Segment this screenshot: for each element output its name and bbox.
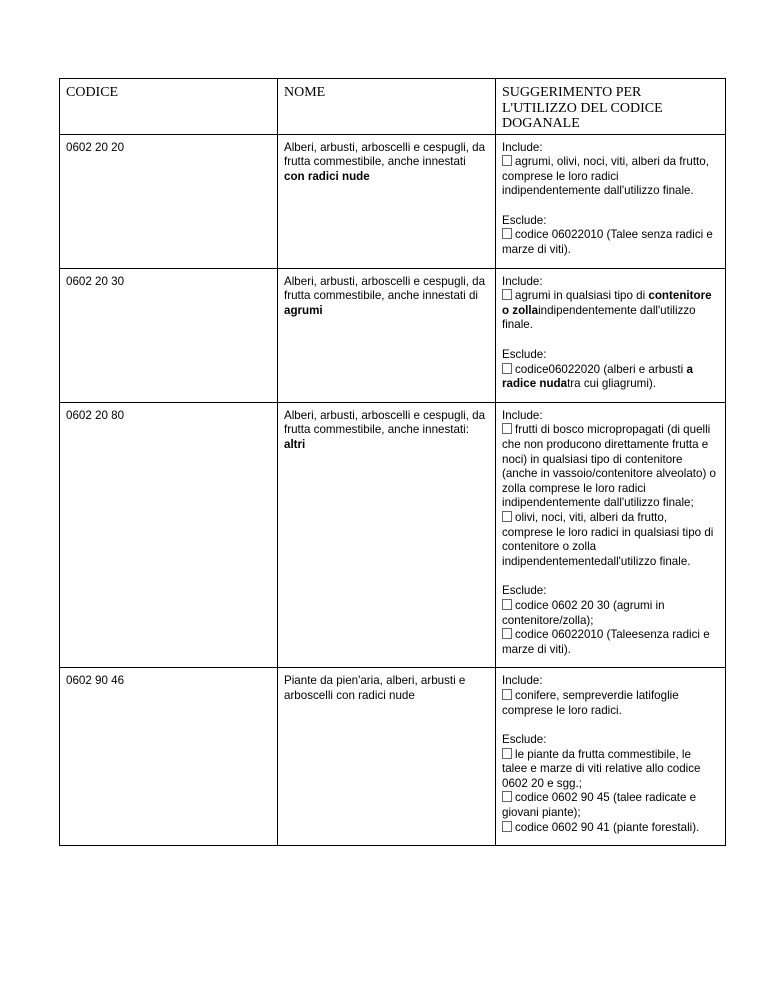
exclude-item-text: codice 0602 90 41 (piante forestali).	[515, 820, 700, 834]
bullet-box-icon	[502, 423, 512, 434]
exclude-item	[502, 599, 719, 628]
row-name	[278, 134, 496, 268]
bullet-box-icon	[502, 689, 512, 700]
exclude-item	[502, 821, 719, 836]
row-suggestion	[496, 668, 726, 846]
customs-code-table	[59, 78, 726, 846]
include-item	[502, 511, 719, 569]
include-item-text: olivi, noci, viti, alberi da frutto, comprese le loro radici in qualsiasi tipo di contenitore o zolla indipendentementedall'utilizzo finale.	[502, 510, 714, 568]
exclude-item	[502, 791, 719, 820]
bullet-box-icon	[502, 228, 512, 239]
include-item	[502, 423, 719, 511]
bullet-box-icon	[502, 748, 512, 759]
header-codice: CODICE	[60, 79, 278, 135]
include-label: Include:	[502, 274, 543, 288]
row-code: 0602 90 46	[60, 668, 278, 846]
row-name-text: Alberi, arbusti, arboscelli e cespugli, da frutta commestibile, anche innestati di	[284, 274, 486, 303]
include-item-bold: contenitore o zolla	[502, 289, 712, 317]
include-item-text: conifere, sempreverdie latifoglie comprese le loro radici.	[502, 688, 679, 717]
row-code: 0602 20 20	[60, 134, 278, 268]
include-item-text: agrumi, olivi, noci, viti, alberi da frutto, comprese le loro radici indipendentemente dall'utilizzo finale.	[502, 155, 709, 198]
row-name-text: Alberi, arbusti, arboscelli e cespugli, da frutta commestibile, anche innestati:	[284, 408, 486, 437]
bullet-box-icon	[502, 821, 512, 832]
exclude-item-bold: a radice nuda	[502, 362, 693, 391]
bullet-box-icon	[502, 628, 512, 639]
row-name-bold: con radici nude	[284, 169, 370, 183]
row-suggestion	[496, 134, 726, 268]
include-item	[502, 289, 719, 333]
include-item	[502, 689, 719, 718]
bullet-box-icon	[502, 363, 512, 374]
exclude-item-text: codice 0602 90 45 (talee radicate e giovani piante);	[502, 791, 697, 820]
include-label: Include:	[502, 408, 543, 422]
row-name-text: Alberi, arbusti, arboscelli e cespugli, da frutta commestibile, anche innestati	[284, 140, 486, 169]
bullet-box-icon	[502, 791, 512, 802]
row-code: 0602 20 80	[60, 402, 278, 668]
row-name-bold: altri	[284, 438, 306, 451]
exclude-item	[502, 228, 719, 257]
exclude-item-text-end: tra cui gliagrumi).	[567, 377, 656, 391]
exclude-item-text: codice 0602 20 30 (agrumi in contenitore/zolla);	[502, 598, 665, 627]
bullet-box-icon	[502, 511, 512, 522]
customs-code-table-container	[59, 78, 716, 846]
table-row	[60, 402, 726, 668]
bullet-box-icon	[502, 155, 512, 166]
exclude-label: Esclude:	[502, 348, 547, 362]
row-name	[278, 402, 496, 668]
include-item	[502, 155, 719, 199]
bullet-box-icon	[502, 289, 512, 300]
exclude-label: Esclude:	[502, 213, 547, 227]
exclude-item-text: codice 06022010 (Talee senza radici e marze di viti).	[502, 228, 713, 257]
include-item-text-end: indipendentemente dall'utilizzo finale.	[502, 303, 696, 332]
row-name	[278, 668, 496, 846]
include-item-text: frutti di bosco micropropagati (di quelli che non producono direttamente frutta e noci) in qualsiasi tipo di contenitore (anche in vassoio/contenitore alveolato) o zolla comprese le loro radici indipendentemente dall'utilizzo finale;	[502, 423, 716, 510]
exclude-item-text: codice06022020 (alberi e arbusti	[515, 362, 687, 376]
row-suggestion	[496, 268, 726, 402]
table-header-row	[60, 79, 726, 135]
header-nome: NOME	[278, 79, 496, 135]
exclude-item-text: le piante da frutta commestibile, le talee e marze di viti relative allo codice 0602 20 e sgg.;	[502, 747, 701, 790]
table-row	[60, 268, 726, 402]
row-name-text: Piante da pien'aria, alberi, arbusti e arboscelli con radici nude	[284, 674, 466, 702]
header-suggerimento: SUGGERIMENTO PER L'UTILIZZO DEL CODICE DOGANALE	[496, 79, 726, 135]
table-row	[60, 134, 726, 268]
exclude-item	[502, 363, 719, 392]
exclude-label: Esclude:	[502, 733, 547, 747]
exclude-item-text: codice 06022010 (Taleesenza radici e marze di viti).	[502, 628, 710, 656]
include-label: Include:	[502, 674, 543, 688]
include-label: Include:	[502, 140, 543, 154]
exclude-item	[502, 748, 719, 792]
row-name-bold: agrumi	[284, 303, 323, 317]
exclude-label: Esclude:	[502, 584, 547, 598]
row-code: 0602 20 30	[60, 268, 278, 402]
row-name	[278, 268, 496, 402]
exclude-item	[502, 628, 719, 657]
table-row	[60, 668, 726, 846]
include-item-text: agrumi in qualsiasi tipo di	[515, 289, 649, 303]
row-suggestion	[496, 402, 726, 668]
bullet-box-icon	[502, 599, 512, 610]
